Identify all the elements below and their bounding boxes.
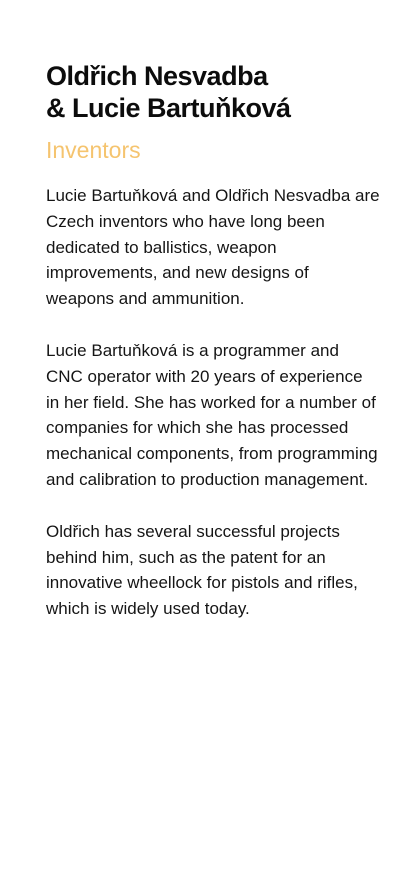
bio-paragraph-1: Lucie Bartuňková and Oldřich Nesvadba are Czech inventors who have long been dedicated to ballistics, weapon improvements, and new designs of weapons and ammunition.: [46, 186, 380, 309]
bio-paragraph-3: Oldřich has several successful projects behind him, such as the patent for an innovative wheellock for pistols and rifles, which is widely used today.: [46, 521, 358, 619]
role-subtitle: Inventors: [46, 137, 141, 163]
bio-paragraph-2: Lucie Bartuňková is a programmer and CNC operator with 20 years of experience in her field. She has worked for a number of companies for which she has processed mechanical components, from programming and calibration to production management.: [46, 340, 378, 489]
bio-section: [46, 183, 380, 622]
title-line-1: Oldřich Nesvadba: [46, 61, 268, 91]
page-title: [46, 60, 380, 124]
title-line-2: & Lucie Bartuňková: [46, 93, 291, 123]
